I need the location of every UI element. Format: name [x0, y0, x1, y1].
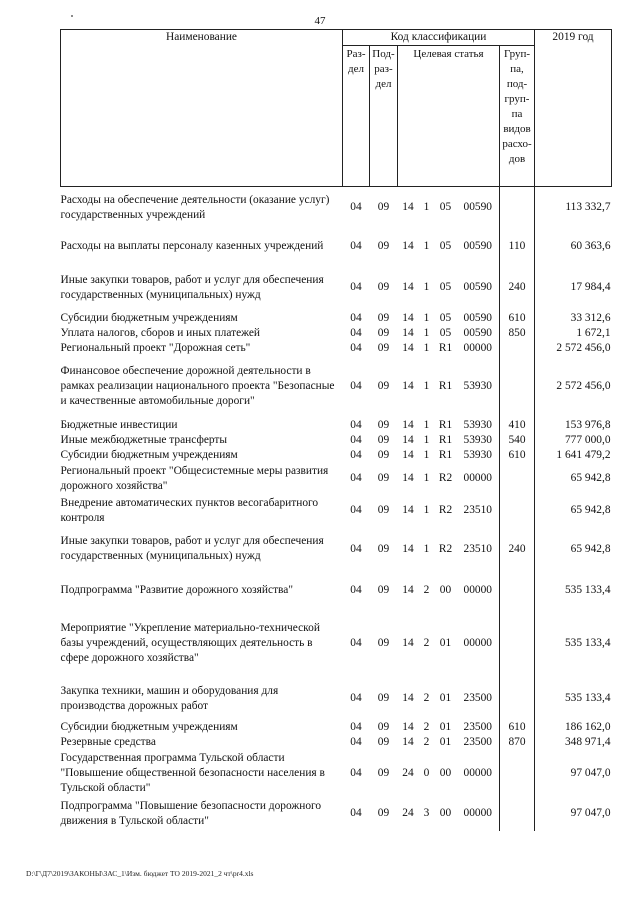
row-expense-group — [500, 187, 535, 229]
row-target-subprogram: 2 — [423, 692, 430, 704]
table-row — [61, 463, 612, 495]
row-expense-group: 610 — [500, 311, 535, 326]
row-target-direction: 00590 — [463, 281, 492, 293]
row-name: Региональный проект "Дорожная сеть" — [60, 341, 251, 354]
row-target-event: 01 — [439, 692, 452, 704]
row-podrazdel: 09 — [377, 326, 390, 339]
row-target-program: 14 — [402, 448, 414, 461]
row-razdel: 04 — [350, 735, 362, 748]
row-target-direction: 00000 — [463, 472, 492, 484]
row-target-program: 14 — [402, 692, 414, 704]
row-razdel: 04 — [350, 766, 362, 779]
row-name: Субсидии бюджетным учреждениям — [60, 311, 238, 324]
row-expense-group — [500, 341, 535, 356]
row-target-program: 14 — [402, 472, 414, 484]
row-podrazdel: 09 — [377, 418, 390, 431]
header-target-article: Целевая статья — [398, 46, 500, 187]
row-podrazdel: 09 — [377, 240, 390, 252]
row-expense-group: 850 — [500, 326, 535, 341]
row-podrazdel: 09 — [377, 448, 390, 461]
row-name: Бюджетные инвестиции — [60, 418, 178, 431]
row-target-subprogram: 1 — [423, 240, 430, 252]
row-name: Внедрение автоматических пунктов весогабаритного контроля — [60, 496, 319, 524]
row-name: Субсидии бюджетным учреждениям — [60, 448, 238, 461]
table-row — [61, 311, 612, 326]
row-expense-group — [500, 678, 535, 720]
row-name: Мероприятие "Укрепление материально-технической базы учреждений, осуществляющих деятельность в сфере дорожного хозяйства" — [60, 622, 320, 664]
row-razdel: 04 — [350, 448, 362, 461]
header-razdel — [343, 46, 370, 187]
row-target-program: 14 — [402, 433, 414, 446]
row-razdel: 04 — [350, 692, 362, 704]
page-number: 47 — [314, 15, 326, 27]
row-razdel: 04 — [350, 240, 362, 252]
row-razdel: 04 — [350, 504, 362, 516]
row-target-event: 05 — [439, 326, 452, 339]
row-target-event: 05 — [439, 201, 452, 214]
row-podrazdel: 09 — [377, 380, 390, 392]
row-target-event: R2 — [438, 542, 453, 555]
row-target-event: 05 — [439, 240, 452, 252]
row-podrazdel: 09 — [377, 311, 390, 324]
row-target-direction: 53930 — [463, 433, 492, 446]
row-expense-group: 610 — [500, 720, 535, 735]
row-target-subprogram: 1 — [423, 433, 430, 446]
row-target-event: R1 — [438, 448, 453, 461]
row-amount: 2 572 456,0 — [556, 380, 611, 392]
row-razdel: 04 — [350, 807, 362, 819]
row-amount: 97 047,0 — [570, 807, 611, 819]
table-row — [61, 341, 612, 356]
row-podrazdel: 09 — [377, 807, 390, 819]
row-podrazdel: 09 — [377, 637, 390, 649]
row-expense-group: 110 — [500, 229, 535, 265]
row-target-program: 14 — [402, 380, 414, 392]
row-amount: 65 942,8 — [570, 504, 611, 516]
row-amount: 777 000,0 — [564, 433, 611, 446]
row-target-program: 14 — [402, 281, 414, 293]
table-row — [61, 720, 612, 735]
row-amount: 1 641 479,2 — [556, 448, 611, 461]
row-amount: 1 672,1 — [576, 326, 611, 339]
row-name: Резервные средства — [60, 735, 156, 748]
table-row — [61, 750, 612, 797]
row-amount: 535 133,4 — [564, 692, 611, 704]
row-amount: 65 942,8 — [570, 472, 611, 484]
row-razdel: 04 — [350, 637, 362, 649]
header-razdel-text: Раз- дел — [346, 48, 366, 75]
row-target-program: 14 — [402, 311, 414, 324]
row-target-program: 14 — [402, 637, 414, 649]
row-razdel: 04 — [350, 418, 362, 431]
row-expense-group: 870 — [500, 735, 535, 750]
row-amount: 60 363,6 — [570, 240, 611, 252]
file-path-footer: D:\Г\Д7\2019\ЗАКОНЫ\ЗАС_1\Изм. бюджет ТО 2019-2021_2 чт\pr4.xls — [26, 869, 254, 878]
header-name: Наименование — [61, 30, 343, 187]
row-target-event: 00 — [439, 807, 452, 819]
row-name: Иные закупки товаров, работ и услуг для обеспечения государственных (муниципальных) нужд — [60, 535, 324, 562]
row-target-event: 00 — [439, 766, 452, 779]
row-target-subprogram: 1 — [423, 448, 430, 461]
header-expense-group — [500, 46, 535, 187]
row-name: Государственная программа Тульской области "Повышение общественной безопасности населения в Тульской области" — [60, 751, 325, 794]
row-target-subprogram: 3 — [423, 807, 430, 819]
row-target-subprogram: 1 — [423, 380, 430, 392]
row-amount: 33 312,6 — [570, 311, 611, 324]
scan-speck — [71, 15, 73, 17]
row-target-program: 14 — [402, 735, 414, 748]
header-podrazdel-text: Под- раз- дел — [372, 48, 395, 90]
row-target-program: 14 — [402, 584, 414, 596]
row-target-direction: 23510 — [463, 504, 492, 516]
row-razdel: 04 — [350, 326, 362, 339]
table-row — [61, 265, 612, 311]
row-target-program: 14 — [402, 240, 414, 252]
row-target-event: 01 — [439, 735, 452, 748]
row-razdel: 04 — [350, 341, 362, 354]
table-body — [61, 187, 612, 831]
row-razdel: 04 — [350, 433, 362, 446]
row-target-direction: 23500 — [463, 720, 492, 733]
row-target-subprogram: 1 — [423, 326, 430, 339]
row-target-program: 14 — [402, 542, 414, 555]
header-classification-code: Код классификации — [343, 30, 535, 46]
row-razdel: 04 — [350, 311, 362, 324]
table-row — [61, 797, 612, 831]
row-target-event: R1 — [438, 433, 453, 446]
row-target-program: 24 — [402, 807, 414, 819]
table-row — [61, 448, 612, 463]
row-name: Расходы на обеспечение деятельности (оказание услуг) государственных учреждений — [60, 193, 330, 221]
row-target-subprogram: 1 — [423, 281, 430, 293]
header-year: 2019 год — [535, 30, 612, 187]
row-target-subprogram: 0 — [423, 766, 430, 779]
row-name: Региональный проект "Общесистемные меры развития дорожного хозяйства" — [60, 464, 329, 492]
row-target-subprogram: 2 — [423, 735, 430, 748]
row-target-subprogram: 1 — [423, 542, 430, 555]
header-expense-group-text: Груп- па, под- груп- па видов расхо- дов — [502, 48, 532, 165]
table-row — [61, 187, 612, 229]
row-expense-group: 610 — [500, 448, 535, 463]
row-target-subprogram: 2 — [423, 637, 430, 649]
row-amount: 65 942,8 — [570, 542, 611, 555]
row-target-direction: 23510 — [463, 542, 492, 555]
row-amount: 535 133,4 — [564, 584, 611, 596]
row-expense-group — [500, 356, 535, 418]
row-razdel: 04 — [350, 584, 362, 596]
row-expense-group — [500, 463, 535, 495]
budget-table — [60, 29, 612, 831]
row-podrazdel: 09 — [377, 281, 390, 293]
row-target-event: R2 — [438, 504, 453, 516]
row-name: Подпрограмма "Развитие дорожного хозяйства" — [60, 584, 293, 596]
row-expense-group: 410 — [500, 418, 535, 433]
row-podrazdel: 09 — [377, 720, 390, 733]
row-amount: 17 984,4 — [570, 281, 611, 293]
row-target-direction: 00000 — [463, 766, 492, 779]
row-podrazdel: 09 — [377, 433, 390, 446]
row-amount: 348 971,4 — [564, 735, 611, 748]
row-target-event: 05 — [439, 281, 452, 293]
row-target-event: 01 — [439, 720, 452, 733]
row-target-event: R2 — [438, 472, 453, 484]
row-target-direction: 00590 — [463, 326, 492, 339]
table-row — [61, 326, 612, 341]
row-name: Субсидии бюджетным учреждениям — [60, 720, 238, 733]
row-target-subprogram: 2 — [423, 720, 430, 733]
row-podrazdel: 09 — [377, 692, 390, 704]
row-podrazdel: 09 — [377, 542, 390, 555]
row-expense-group: 240 — [500, 527, 535, 572]
row-razdel: 04 — [350, 380, 362, 392]
row-razdel: 04 — [350, 542, 362, 555]
row-target-direction: 53930 — [463, 418, 492, 431]
row-name: Иные закупки товаров, работ и услуг для обеспечения государственных (муниципальных) нужд — [60, 273, 324, 301]
row-razdel: 04 — [350, 472, 362, 484]
header-podrazdel — [370, 46, 398, 187]
table-row — [61, 527, 612, 572]
row-target-direction: 53930 — [463, 380, 492, 392]
row-amount: 97 047,0 — [570, 766, 611, 779]
row-name: Закупка техники, машин и оборудования для производства дорожных работ — [60, 684, 279, 712]
row-target-subprogram: 1 — [423, 418, 430, 431]
row-razdel: 04 — [350, 720, 362, 733]
row-target-subprogram: 1 — [423, 472, 430, 484]
row-target-subprogram: 1 — [423, 341, 430, 354]
row-expense-group — [500, 610, 535, 678]
row-amount: 2 572 456,0 — [556, 341, 611, 354]
row-target-event: R1 — [438, 418, 453, 431]
row-razdel: 04 — [350, 281, 362, 293]
row-target-program: 14 — [402, 326, 414, 339]
row-target-direction: 00000 — [463, 637, 492, 649]
row-name: Подпрограмма "Повышение безопасности дорожного движения в Тульской области" — [60, 799, 322, 827]
row-target-direction: 00590 — [463, 311, 492, 324]
row-target-direction: 00590 — [463, 201, 492, 214]
table-row — [61, 418, 612, 433]
table-row — [61, 229, 612, 265]
row-target-event: R1 — [438, 341, 453, 354]
row-name: Иные межбюджетные трансферты — [60, 433, 228, 446]
row-target-program: 14 — [402, 201, 414, 214]
table-row — [61, 572, 612, 610]
row-target-subprogram: 1 — [423, 504, 430, 516]
row-target-direction: 53930 — [463, 448, 492, 461]
row-target-program: 24 — [402, 766, 414, 779]
row-name: Уплата налогов, сборов и иных платежей — [60, 326, 260, 339]
table-row — [61, 495, 612, 527]
row-amount: 186 162,0 — [564, 720, 611, 733]
table-row — [61, 433, 612, 448]
row-amount: 535 133,4 — [564, 637, 611, 649]
row-target-direction: 00000 — [463, 584, 492, 596]
row-podrazdel: 09 — [377, 735, 390, 748]
row-razdel: 04 — [350, 201, 362, 214]
row-amount: 153 976,8 — [564, 418, 611, 431]
row-target-direction: 00000 — [463, 341, 492, 354]
row-podrazdel: 09 — [377, 472, 390, 484]
row-name: Расходы на выплаты персоналу казенных учреждений — [60, 240, 324, 252]
row-podrazdel: 09 — [377, 504, 390, 516]
row-target-direction: 00000 — [463, 807, 492, 819]
row-expense-group: 540 — [500, 433, 535, 448]
row-expense-group — [500, 797, 535, 831]
row-name: Финансовое обеспечение дорожной деятельности в рамках реализации национального проекта "Безопасные и качественные автомобильные дороги" — [60, 365, 335, 407]
row-target-event: 05 — [439, 311, 452, 324]
row-target-program: 14 — [402, 341, 414, 354]
row-podrazdel: 09 — [377, 341, 390, 354]
table-row — [61, 735, 612, 750]
row-target-subprogram: 1 — [423, 201, 430, 214]
row-podrazdel: 09 — [377, 201, 390, 214]
row-podrazdel: 09 — [377, 584, 390, 596]
row-target-event: 01 — [439, 637, 452, 649]
row-target-program: 14 — [402, 504, 414, 516]
table-row — [61, 610, 612, 678]
row-expense-group: 240 — [500, 265, 535, 311]
row-target-direction: 23500 — [463, 692, 492, 704]
row-target-subprogram: 2 — [423, 584, 430, 596]
row-target-event: R1 — [438, 380, 453, 392]
row-podrazdel: 09 — [377, 766, 390, 779]
row-target-direction: 00590 — [463, 240, 492, 252]
row-expense-group — [500, 750, 535, 797]
row-target-program: 14 — [402, 720, 414, 733]
row-target-direction: 23500 — [463, 735, 492, 748]
row-target-subprogram: 1 — [423, 311, 430, 324]
table-row — [61, 356, 612, 418]
row-expense-group — [500, 495, 535, 527]
row-target-event: 00 — [439, 584, 452, 596]
row-amount: 113 332,7 — [565, 201, 611, 214]
row-expense-group — [500, 572, 535, 610]
table-row — [61, 678, 612, 720]
row-target-program: 14 — [402, 418, 414, 431]
